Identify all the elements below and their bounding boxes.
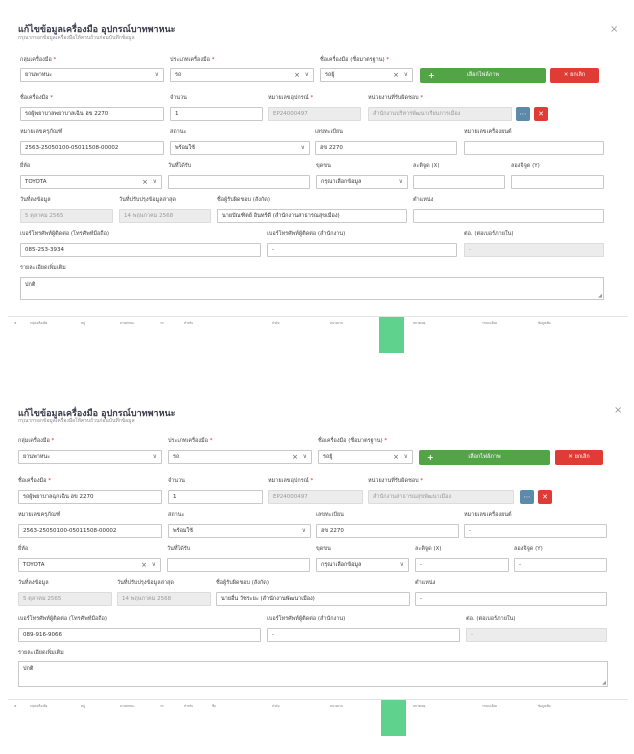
chevron-down-icon: ∨ (154, 71, 159, 78)
label-issue-date: วันที่ได้รับ (167, 546, 191, 552)
type-select[interactable]: รถ × ∨ (168, 450, 312, 464)
label-lng: ลองจิจูด (Y) (514, 546, 543, 552)
label-brand: ยี่ห้อ (18, 546, 29, 552)
form-title: แก้ไขข้อมูลเครื่องมือ อุปกรณ์บาทพาหนะ (18, 25, 176, 35)
type-select[interactable]: รถ × ∨ (170, 68, 314, 82)
label-brand: ยี่ห้อ (20, 163, 31, 169)
ext-input: - (466, 628, 607, 642)
phone-office-input[interactable]: - (267, 628, 460, 642)
label-position: ตำแหน่ง (413, 197, 434, 203)
label-group: กลุ่มเครื่องมือ * (20, 57, 57, 63)
ext-input: - (464, 243, 604, 257)
label-notes: รายละเอียดเพิ่มเติม (20, 265, 66, 271)
table-header-cell: หมู่ (81, 704, 85, 708)
table-header-cell: หมู่ (81, 321, 85, 325)
registration-input[interactable]: ฮข 2270 (316, 524, 459, 538)
quantity-input[interactable]: 1 (168, 490, 263, 504)
asset-no-input: EP24000497 (268, 490, 363, 504)
label-responsible: ชื่อผู้รับผิดชอบ (สังกัด) (216, 580, 270, 586)
table-header-cell: รถ (160, 704, 164, 708)
label-serial: หมายเลขครุภัณฑ์ (20, 129, 63, 135)
phone-mobile-input[interactable]: 089-916-9066 (18, 628, 261, 642)
label-info-date: วันที่ลงข้อมูล (18, 580, 49, 586)
chevron-down-icon: ∨ (399, 561, 404, 568)
form-subtitle: กรุณากรอกข้อมูลเครื่องมือให้ครบถ้วนก่อนบันทึกข้อมูล (18, 418, 135, 424)
lat-input[interactable]: - (415, 558, 509, 572)
lng-input[interactable] (511, 175, 604, 189)
cancel-button[interactable]: ✕ ยกเลิก (555, 450, 603, 465)
chevron-down-icon: ∨ (301, 527, 306, 534)
status-select[interactable]: พร้อมใช้ ∨ (170, 141, 310, 155)
label-registration: เลขทะเบียน (316, 512, 344, 518)
registration-input[interactable]: ฮข 2270 (315, 141, 457, 155)
label-serial: หมายเลขครุภัณฑ์ (18, 512, 61, 518)
table-header-cell: กลุ่มเครื่องมือ (30, 321, 48, 325)
group-select[interactable]: ยานพาหนะ ∨ (18, 450, 162, 464)
clear-icon[interactable]: × (142, 178, 148, 186)
label-status: สถานะ (168, 512, 185, 518)
lng-input[interactable]: - (514, 558, 607, 572)
form-subtitle: กรุณากรอกข้อมูลเครื่องมือให้ครบถ้วนก่อนบันทึกข้อมูล (18, 35, 135, 41)
label-quantity: จำนวน (168, 478, 185, 484)
label-agency: หน่วยงานที่รับผิดชอบ * (368, 478, 424, 484)
chevron-down-icon: ∨ (302, 453, 307, 460)
group-select[interactable]: ยานพาหนะ ∨ (20, 68, 164, 82)
issue-date-input[interactable] (168, 175, 310, 189)
agency-lookup-button[interactable]: ⋯ (516, 107, 530, 121)
clear-icon[interactable]: × (393, 453, 399, 461)
label-std-name: ชื่อเครื่องมือ (ชื่อมาตรฐาน) * (320, 57, 390, 63)
name-input[interactable]: รถผู้พยาบาลพยาบาลเฉิน ฮข 2270 (20, 107, 164, 121)
clear-icon[interactable]: × (294, 71, 300, 79)
table-header-cell: รายละเอียด (482, 704, 498, 708)
label-asset-no: หมายเลขอุปกรณ์ * (268, 95, 314, 101)
choose-image-button[interactable]: + เลือกไฟล์ภาพ (419, 450, 550, 465)
label-info-date: วันที่ลงข้อมูล (20, 197, 51, 203)
info-date-input: 5 ตุลาคม 2565 (20, 209, 113, 223)
label-ext: ต่อ. (ต่อเบอร์ภายใน) (466, 616, 516, 622)
table-header-cell: หน่วยงาน (330, 321, 343, 325)
label-update-date: วันที่ปรับปรุงข้อมูลล่าสุด (117, 580, 174, 586)
phone-mobile-input[interactable]: 085-253-3934 (20, 243, 261, 257)
serial-input[interactable]: 2563-25050100-05011508-00002 (20, 141, 164, 155)
form-title: แก้ไขข้อมูลเครื่องมือ อุปกรณ์บาทพาหนะ (18, 409, 176, 419)
notes-textarea[interactable]: ปกติ ◢ (18, 661, 608, 687)
chevron-down-icon: ∨ (152, 178, 157, 185)
chevron-down-icon: ∨ (398, 178, 403, 185)
edit-form-panel-top (0, 0, 634, 375)
label-phone-mobile: เบอร์โทรศัพท์ผู้ติดต่อ (โทรศัพท์มือถือ) (18, 616, 108, 622)
table-header-cell: ข้อมูลเพิ่ม (538, 321, 551, 325)
name-input[interactable]: รถผู้พยาบาลฉุกเฉิน ฮข 2270 (18, 490, 162, 504)
label-engine-no: หมายเลขเครื่องยนต์ (464, 129, 512, 135)
table-header-cell: สำหรับ (184, 321, 194, 325)
close-icon: ✕ (568, 454, 573, 460)
table-header-cell: หน่วยงาน (330, 704, 343, 708)
table-header-cell: # (14, 704, 17, 708)
label-group: กลุ่มเครื่องมือ * (18, 438, 55, 444)
position-input[interactable] (413, 209, 604, 223)
data-table-header (8, 316, 628, 352)
agency-remove-button[interactable]: ✕ (538, 490, 552, 504)
highlighted-column (381, 700, 406, 736)
update-date-input: 14 พฤษภาคม 2568 (117, 592, 211, 606)
asset-no-input: EP24000497 (268, 107, 361, 121)
issue-date-input[interactable] (167, 558, 310, 572)
label-issue-date: วันที่ได้รับ (168, 163, 192, 169)
std-name-select[interactable]: รถยู้ × ∨ (318, 450, 413, 464)
responsible-input[interactable]: นายบัณฑิตย์ อินทร์ดี (สำนักงานสาธารณสุขเมือง) (217, 209, 407, 223)
table-header-cell: ยานพาหนะ (120, 704, 135, 708)
table-header-cell: รถ (160, 321, 164, 325)
highlighted-column (379, 317, 404, 353)
quantity-input[interactable]: 1 (170, 107, 263, 121)
label-agency: หน่วยงานที่รับผิดชอบ * (368, 95, 424, 101)
label-type: ประเภทเครื่องมือ * (170, 57, 215, 63)
brand-select[interactable]: TOYOTA × ∨ (20, 175, 162, 189)
position-input[interactable]: - (415, 592, 607, 606)
label-position: ตำแหน่ง (415, 580, 436, 586)
table-header-cell: สำหรับ (184, 704, 194, 708)
agency-input: สำนักงานบริหารพัฒนาเรียนการเมือง (368, 107, 512, 121)
clear-icon[interactable]: × (292, 453, 298, 461)
std-name-select[interactable]: รถยู้ × ∨ (320, 68, 413, 82)
label-condition: ขุดขน (316, 546, 331, 552)
table-header-cell: รายละเอียด (482, 321, 498, 325)
label-asset-no: หมายเลขอุปกรณ์ * (268, 478, 314, 484)
table-header-cell: หมายเหตุ (413, 321, 426, 325)
data-table-header (8, 699, 628, 735)
agency-remove-button[interactable]: ✕ (534, 107, 548, 121)
label-lat: ละติจูด (X) (413, 163, 440, 169)
close-icon: ✕ (563, 72, 569, 78)
table-header-cell: ข้อมูลเพิ่ม (538, 704, 551, 708)
label-responsible: ชื่อผู้รับผิดชอบ (สังกัด) (217, 197, 271, 203)
lat-input[interactable] (413, 175, 505, 189)
table-header-cell: หมายเหตุ (413, 704, 426, 708)
close-icon[interactable]: × (610, 24, 619, 35)
table-header-cell: กลุ่มเครื่องมือ (30, 704, 48, 708)
info-date-input: 5 ตุลาคม 2565 (18, 592, 112, 606)
label-name: ชื่อเครื่องมือ * (18, 478, 51, 484)
table-header-cell: ยานพาหนะ (120, 321, 135, 325)
table-header-cell: ลำดับ (272, 321, 280, 325)
chevron-down-icon: ∨ (304, 71, 309, 78)
agency-input: สำนักงานสาธารณสุขพัฒนาเมือง (368, 490, 514, 504)
label-type: ประเภทเครื่องมือ * (168, 438, 213, 444)
label-lng: ลองจิจูด (Y) (511, 163, 540, 169)
table-header-cell: # (14, 321, 17, 325)
edit-form-panel-bottom (0, 379, 634, 754)
engine-no-input[interactable]: - (464, 524, 607, 538)
responsible-input[interactable]: นายอื่น วัชระยะ (สำนักงานพัฒนาเมือง) (216, 592, 410, 606)
label-quantity: จำนวน (170, 95, 187, 101)
label-phone-office: เบอร์โทรศัพท์ผู้ติดต่อ (สำนักงาน) (267, 616, 346, 622)
table-header-cell: ชื่อ (212, 704, 216, 708)
table-header-cell: ลำดับ (272, 704, 280, 708)
serial-input[interactable]: 2563-25050100-05011508-00002 (18, 524, 162, 538)
close-icon[interactable]: × (614, 405, 623, 416)
label-notes: รายละเอียดเพิ่มเติม (18, 650, 64, 656)
choose-image-button[interactable]: + เลือกไฟล์ภาพ (420, 68, 546, 83)
clear-icon[interactable]: × (141, 561, 147, 569)
label-ext: ต่อ. (ต่อเบอร์ภายใน) (464, 231, 514, 237)
label-name: ชื่อเครื่องมือ * (20, 95, 53, 101)
label-std-name: ชื่อเครื่องมือ (ชื่อมาตรฐาน) * (318, 438, 388, 444)
brand-select[interactable]: TOYOTA × ∨ (18, 558, 161, 572)
status-select[interactable]: พร้อมใช้ ∨ (168, 524, 311, 538)
label-status: สถานะ (170, 129, 187, 135)
phone-office-input[interactable]: - (267, 243, 457, 257)
label-condition: ขุดขน (316, 163, 331, 169)
label-phone-mobile: เบอร์โทรศัพท์ผู้ติดต่อ (โทรศัพท์มือถือ) (20, 231, 110, 237)
label-update-date: วันที่ปรับปรุงข้อมูลล่าสุด (119, 197, 176, 203)
chevron-down-icon: ∨ (151, 561, 156, 568)
clear-icon[interactable]: × (393, 71, 399, 79)
chevron-down-icon: ∨ (403, 453, 408, 460)
engine-no-input[interactable] (464, 141, 604, 155)
cancel-button[interactable]: ✕ ยกเลิก (550, 68, 599, 83)
label-registration: เลขทะเบียน (315, 129, 343, 135)
chevron-down-icon: ∨ (152, 453, 157, 460)
notes-textarea[interactable]: ปกติ ◢ (20, 277, 604, 300)
label-lat: ละติจูด (X) (415, 546, 442, 552)
chevron-down-icon: ∨ (300, 144, 305, 151)
condition-select[interactable]: กรุณาเลือกข้อมูล ∨ (316, 558, 409, 572)
label-phone-office: เบอร์โทรศัพท์ผู้ติดต่อ (สำนักงาน) (267, 231, 346, 237)
condition-select[interactable]: กรุณาเลือกข้อมูล ∨ (316, 175, 408, 189)
agency-lookup-button[interactable]: ⋯ (520, 490, 534, 504)
label-engine-no: หมายเลขเครื่องยนต์ (464, 512, 512, 518)
chevron-down-icon: ∨ (403, 71, 408, 78)
update-date-input: 14 พฤษภาคม 2568 (119, 209, 211, 223)
